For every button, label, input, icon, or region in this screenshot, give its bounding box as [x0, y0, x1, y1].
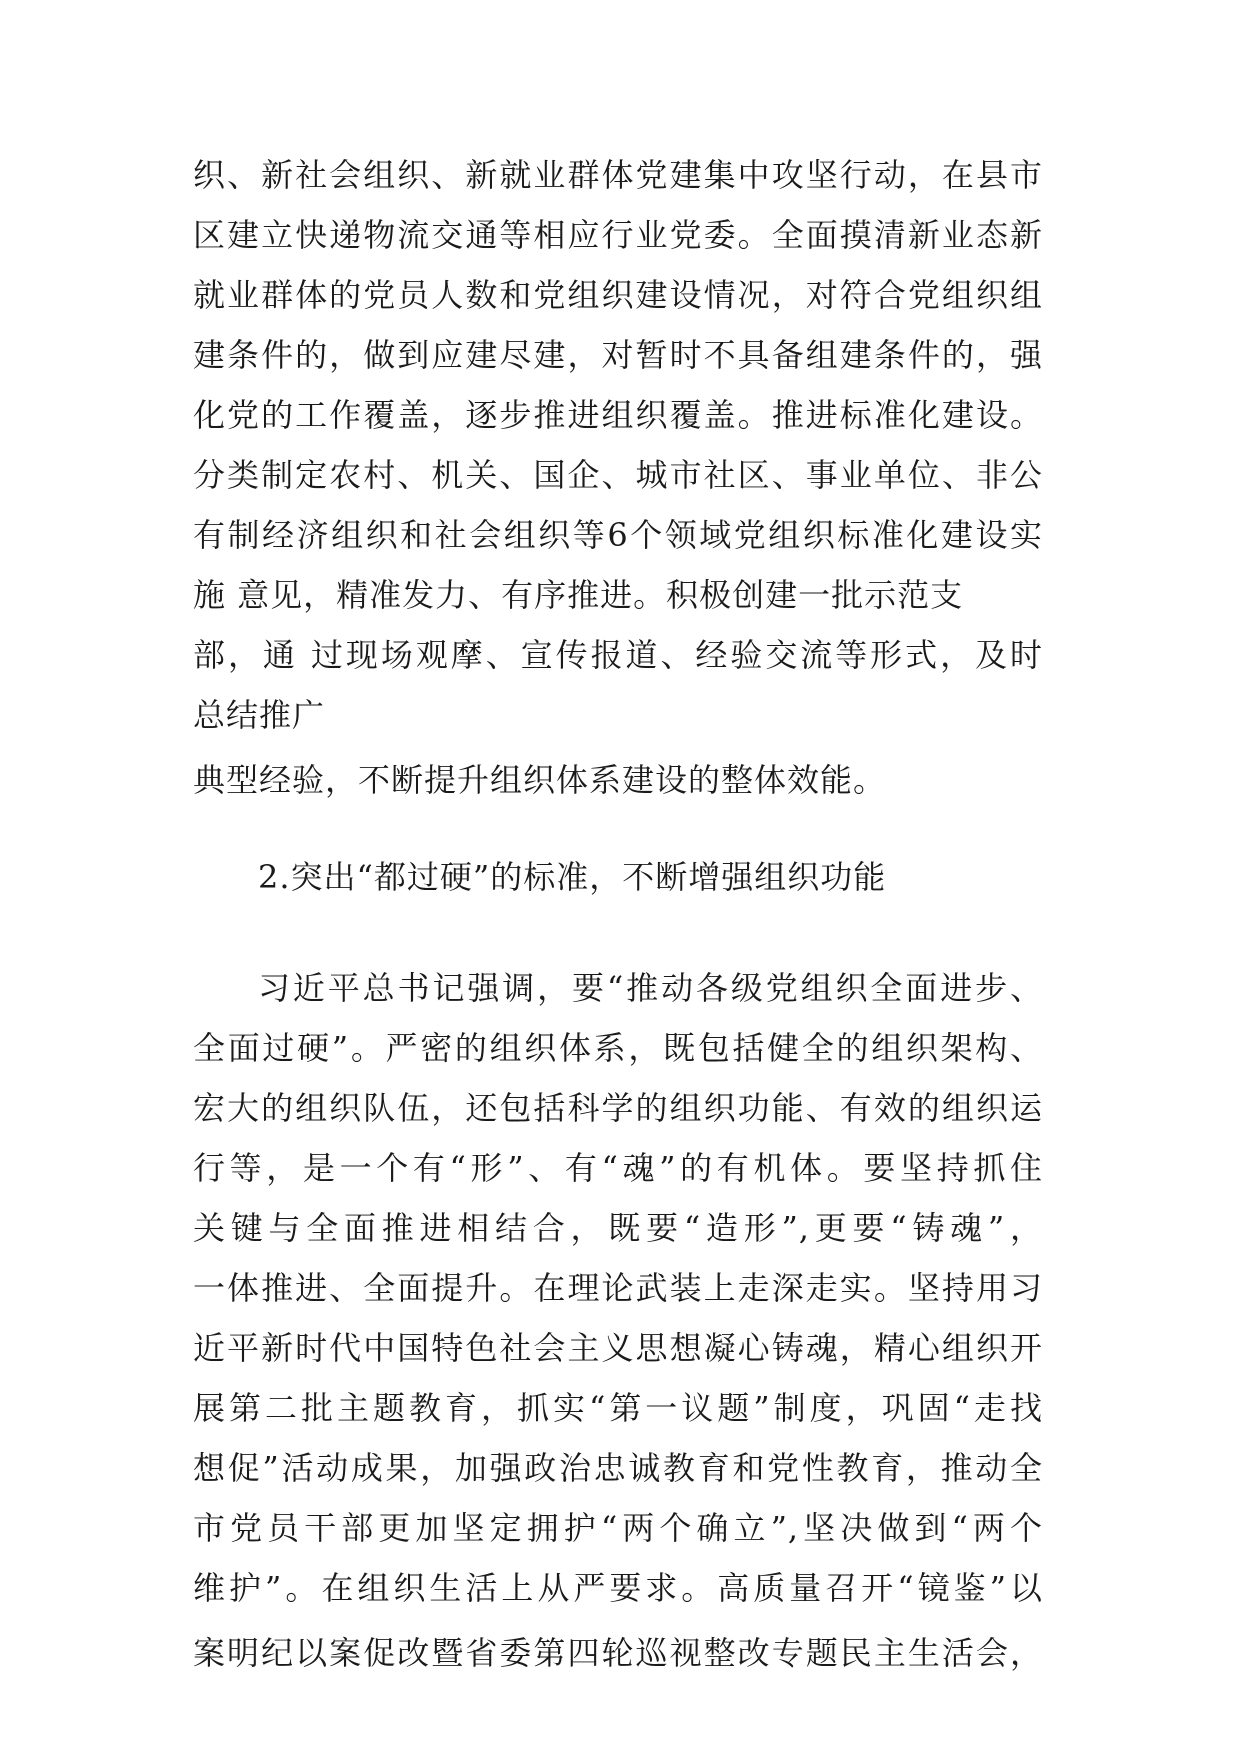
- paragraph-line: 就业群体的党员人数和党组织建设情况，对符合党组织组: [193, 276, 1043, 314]
- section-heading: 2.突出“都过硬”的标准，不断增强组织功能: [258, 858, 887, 896]
- paragraph-line: 部，通 过现场观摩、宣传报道、经验交流等形式，及时: [193, 636, 1043, 674]
- paragraph-line: 织、新社会组织、新就业群体党建集中攻坚行动，在县市: [193, 156, 1043, 194]
- paragraph-line: 案明纪以案促改暨省委第四轮巡视整改专题民主生活会，: [193, 1634, 1043, 1672]
- paragraph-line: 建条件的，做到应建尽建，对暂时不具备组建条件的，强: [193, 336, 1043, 374]
- paragraph-line: 典型经验，不断提升组织体系建设的整体效能。: [193, 761, 887, 799]
- paragraph-line: 施 意见，精准发力、有序推进。积极创建一批示范支: [193, 576, 964, 614]
- paragraph-line: 习近平总书记强调，要“推动各级党组织全面进步、: [258, 969, 1043, 1007]
- paragraph-line: 宏大的组织队伍，还包括科学的组织功能、有效的组织运: [193, 1089, 1043, 1127]
- paragraph-line: 展第二批主题教育，抓实“第一议题”制度，巩固“走找: [193, 1389, 1043, 1427]
- paragraph-line: 维护”。在组织生活上从严要求。高质量召开“镜鉴”以: [193, 1569, 1043, 1607]
- paragraph-line: 分类制定农村、机关、国企、城市社区、事业单位、非公: [193, 456, 1043, 494]
- paragraph-line: 全面过硬”。严密的组织体系，既包括健全的组织架构、: [193, 1029, 1043, 1067]
- paragraph-line: 关键与全面推进相结合，既要“造形”,更要“铸魂”，: [193, 1209, 1043, 1247]
- paragraph-line: 一体推进、全面提升。在理论武装上走深走实。坚持用习: [193, 1269, 1043, 1307]
- paragraph-line: 想促”活动成果，加强政治忠诚教育和党性教育，推动全: [193, 1449, 1043, 1487]
- paragraph-line: 行等，是一个有“形”、有“魂”的有机体。要坚持抓住: [193, 1149, 1043, 1187]
- paragraph-line: 有制经济组织和社会组织等6个领域党组织标准化建设实: [193, 516, 1043, 554]
- paragraph-line: 近平新时代中国特色社会主义思想凝心铸魂，精心组织开: [193, 1329, 1043, 1367]
- paragraph-line: 市党员干部更加坚定拥护“两个确立”,坚决做到“两个: [193, 1509, 1043, 1547]
- paragraph-line: 总结推广: [193, 696, 326, 734]
- paragraph-line: 区建立快递物流交通等相应行业党委。全面摸清新业态新: [193, 216, 1043, 254]
- paragraph-line: 化党的工作覆盖，逐步推进组织覆盖。推进标准化建设。: [193, 396, 1043, 434]
